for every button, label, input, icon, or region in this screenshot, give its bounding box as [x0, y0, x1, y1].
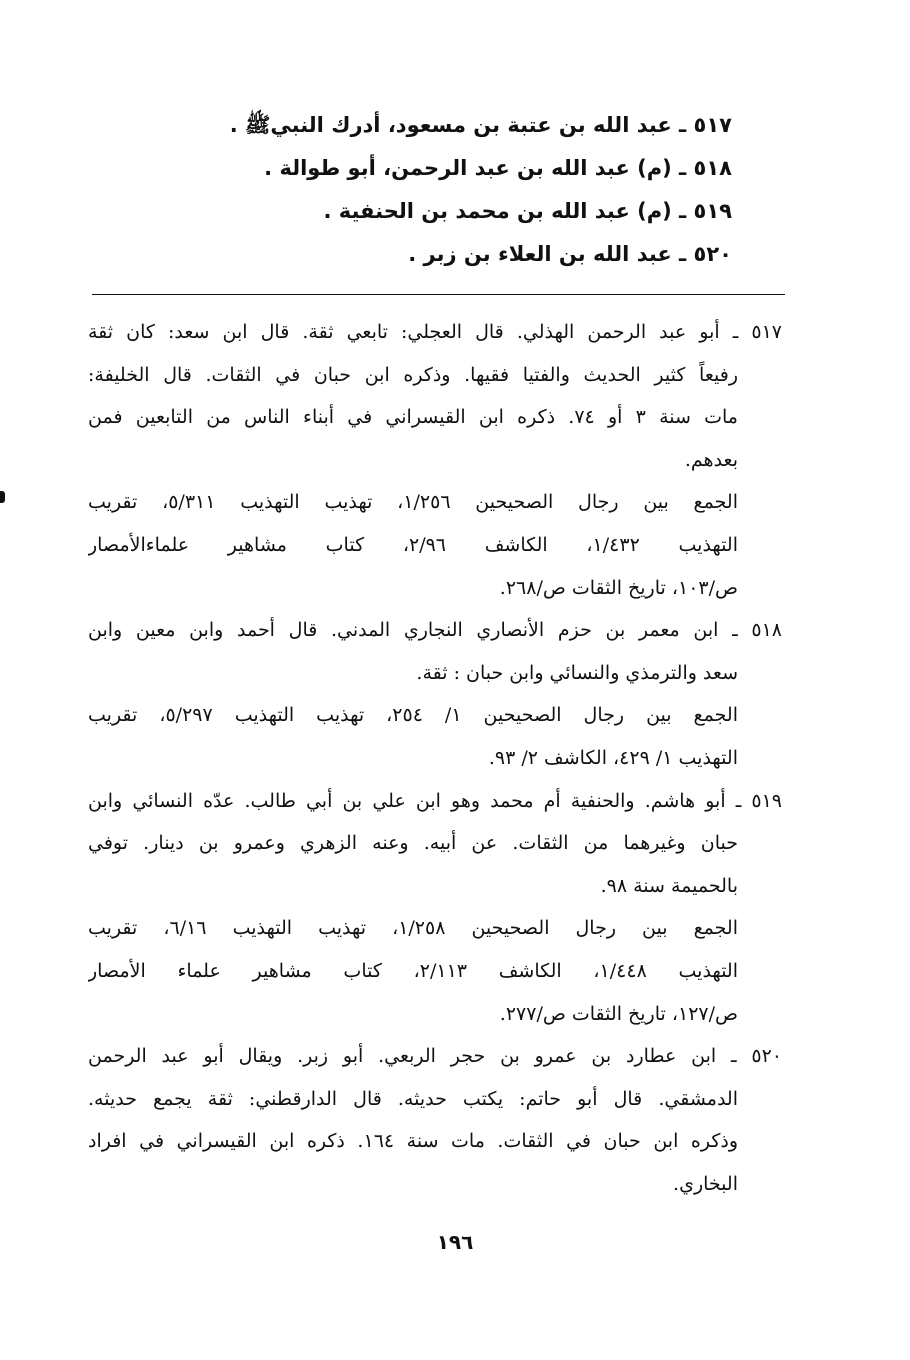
- footnote-line: ٥١٧ ـ أبو عبد الرحمن الهذلي. قال العجلي: تابعي ثقة. قال ابن سعد: كان ثقة: [88, 321, 782, 343]
- footnote-line: وذكره ابن حبان في الثقات. مات سنة ١٦٤. ذكره ابن القيسراني في افراد: [88, 1130, 739, 1153]
- footnote-line: ٥١٩ ـ أبو هاشم. والحنفية أم محمد وهو ابن علي بن أبي طالب. عدّه النسائي وابن: [88, 789, 782, 812]
- footnote-line: بعدهم.: [684, 448, 738, 471]
- footnote-line: البخاري.: [673, 1172, 738, 1195]
- scan-edge-mark: [0, 491, 5, 503]
- footnote-reference-line: ص/١٢٧، تاريخ الثقات ص/٢٧٧.: [499, 1002, 738, 1025]
- footnote-reference-line: التهذيب ١/ ٤٢٩، الكاشف ٢/ ٩٣.: [488, 746, 738, 769]
- footnote-reference-line: الجمع بين رجال الصحيحين ١/٢٥٨، تهذيب التهذيب ٦/١٦، تقريب: [88, 917, 738, 940]
- footnote-line: رفيعاً كثير الحديث والفتيا فقيها. وذكره ابن حبان في الثقات. قال الخليفة:: [88, 363, 738, 386]
- footnote-reference-line: التهذيب ١/٤٤٨، الكاشف ٢/١١٣، كتاب مشاهير علماء الأمصار: [88, 959, 738, 982]
- main-entry-517: ٥١٧ ـ عبد الله بن عتبة بن مسعود، أدرك النبيﷺ .: [229, 113, 732, 137]
- footnote-line: الدمشقي. قال أبو حاتم: يكتب حديثه. قال الدارقطني: ثقة يجمع حديثه.: [88, 1087, 738, 1110]
- footnotes: [88, 311, 782, 1205]
- main-entries: [132, 104, 732, 276]
- main-entry-520: ٥٢٠ ـ عبد الله بن العلاء بن زبر .: [408, 242, 732, 266]
- main-entry-518: ٥١٨ ـ (م) عبد الله بن عبد الرحمن، أبو طوالة .: [264, 156, 732, 180]
- page-number: ١٩٦: [436, 1230, 474, 1254]
- footnote-line: مات سنة ٣ أو ٧٤. ذكره ابن القيسراني في أبناء الناس من التابعين فمن: [88, 406, 738, 429]
- footnote-line: سعد والترمذي والنسائي وابن حبان : ثقة.: [416, 661, 738, 684]
- footnote-reference-line: ص/١٠٣، تاريخ الثقات ص/٢٦٨.: [499, 576, 738, 599]
- main-entry-519: ٥١٩ ـ (م) عبد الله بن محمد بن الحنفية .: [323, 199, 732, 223]
- footnote-reference-line: الجمع بين رجال الصحيحين ١/٢٥٦، تهذيب التهذيب ٥/٣١١، تقريب: [88, 491, 738, 514]
- footnote-line: ٥١٨ ـ ابن معمر بن حزم الأنصاري النجاري المدني. قال أحمد وابن معين وابن: [88, 619, 782, 642]
- footnote-reference-line: الجمع بين رجال الصحيحين ١/ ٢٥٤، تهذيب التهذيب ٥/٢٩٧، تقريب: [88, 704, 738, 727]
- footnote-line: ٥٢٠ ـ ابن عطارد بن عمرو بن حجر الربعي. أبو زبر. ويقال أبو عبد الرحمن: [88, 1045, 782, 1068]
- footnote-separator: [92, 294, 785, 295]
- footnote-reference-line: التهذيب ١/٤٣٢، الكاشف ٢/٩٦، كتاب مشاهير علماءالأمصار: [88, 533, 738, 556]
- footnote-line: حبان وغيرهما من الثقات. عن أبيه. وعنه الزهري وعمرو بن دينار. توفي: [88, 832, 738, 855]
- footnote-line: بالحميمة سنة ٩٨.: [600, 874, 738, 897]
